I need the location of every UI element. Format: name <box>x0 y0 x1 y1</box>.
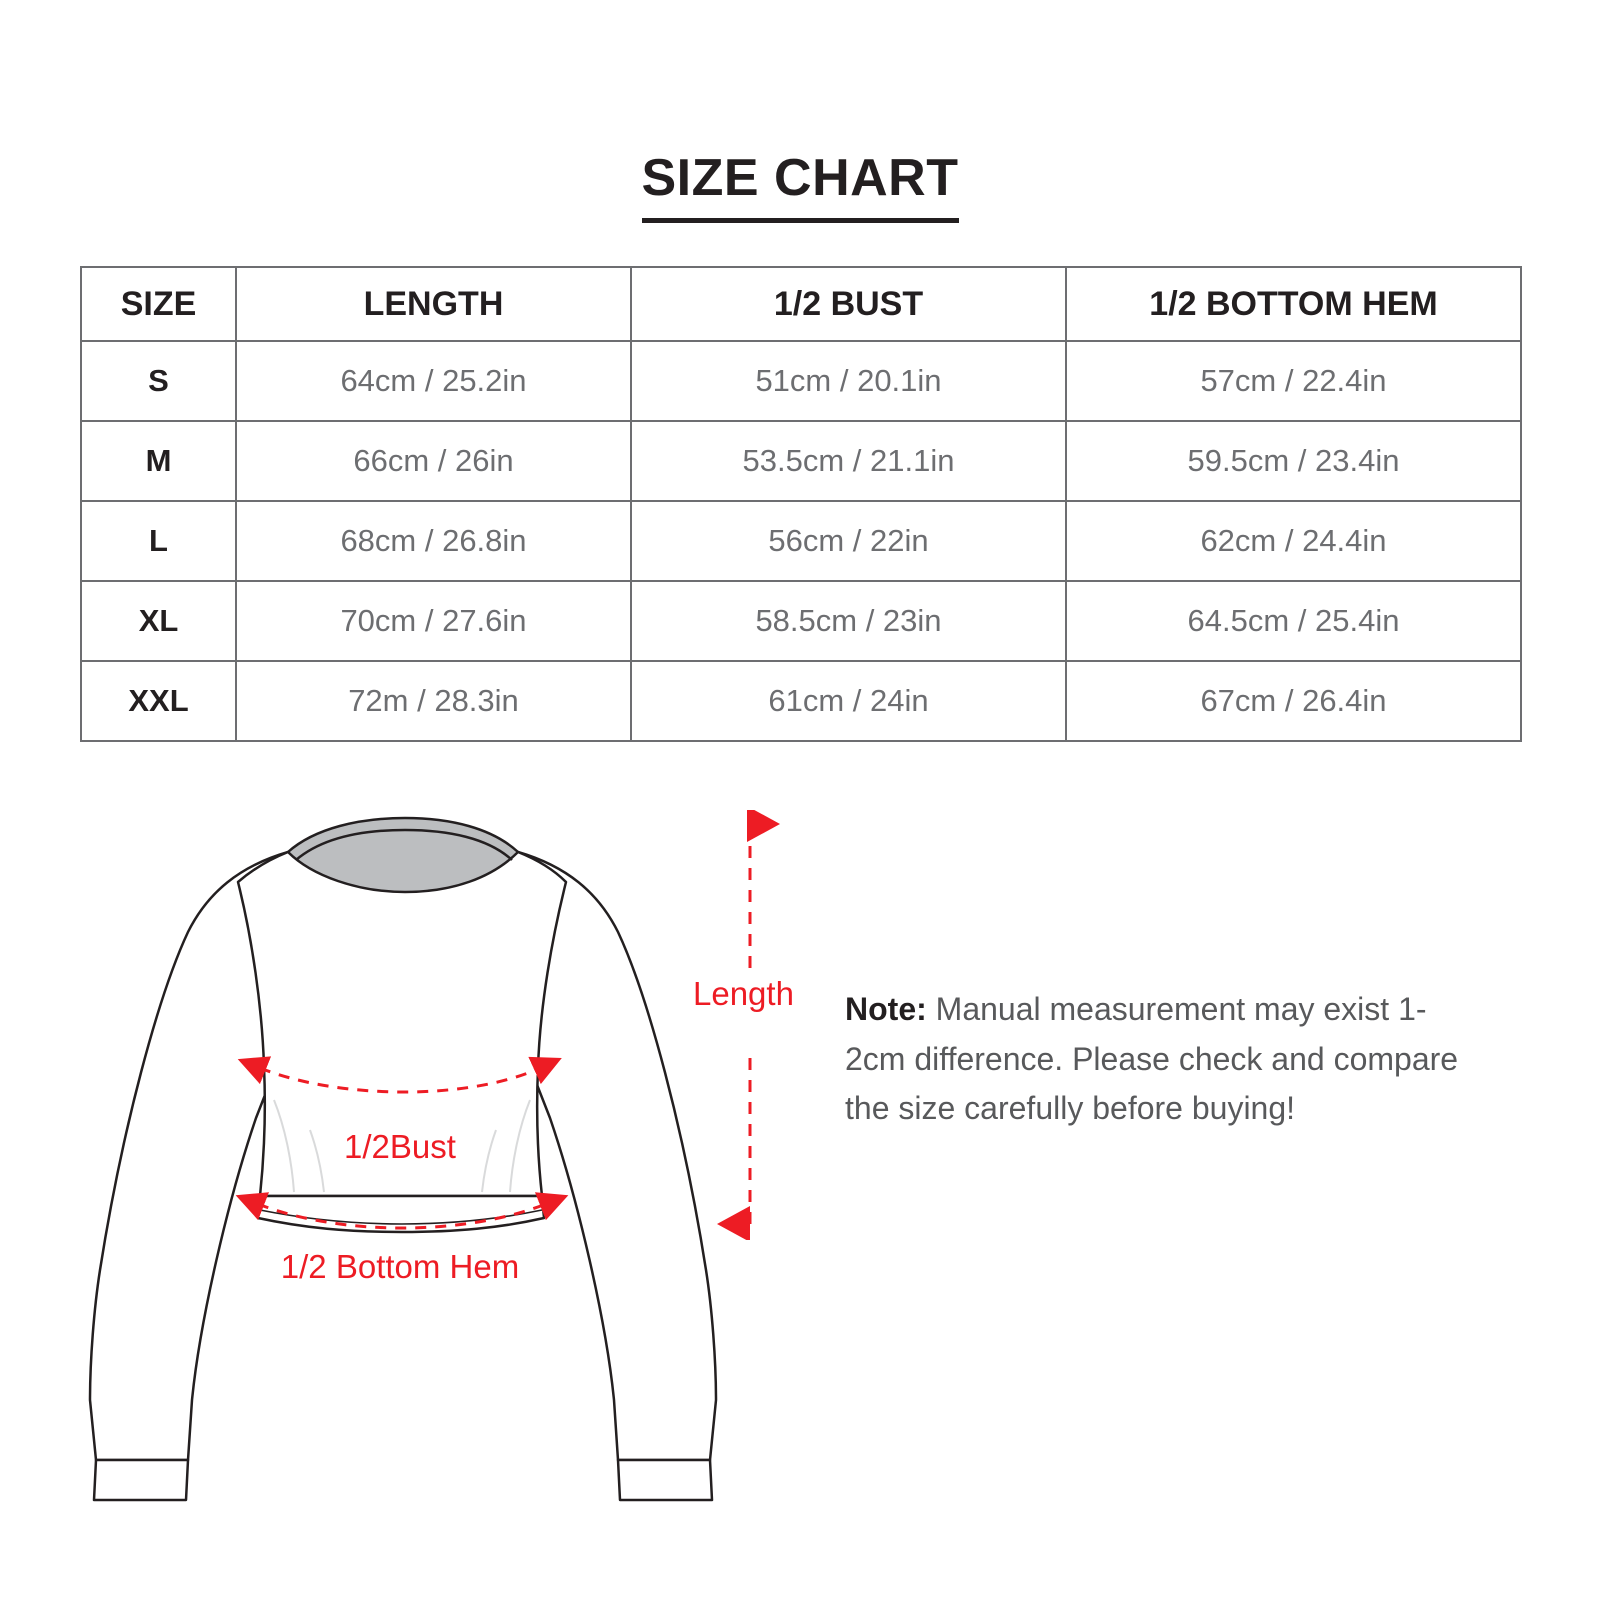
hem-label: 1/2 Bottom Hem <box>280 1248 520 1285</box>
garment-illustration <box>60 800 780 1540</box>
cell-size: M <box>81 421 236 501</box>
note-block <box>845 985 1485 1134</box>
note-text: Manual measurement may exist 1-2cm difference. Please check and compare the size carefully before buying! <box>845 991 1459 1127</box>
header-bust: 1/2 BUST <box>631 267 1066 341</box>
cell-size: XL <box>81 581 236 661</box>
cell-size: XXL <box>81 661 236 741</box>
cell-size: S <box>81 341 236 421</box>
table-body <box>81 341 1521 741</box>
size-table-wrap <box>80 266 1520 742</box>
cell-bust: 53.5cm / 21.1in <box>631 421 1066 501</box>
bust-label: 1/2Bust <box>344 1128 456 1165</box>
cell-bust: 51cm / 20.1in <box>631 341 1066 421</box>
table-row <box>81 341 1521 421</box>
cell-size: L <box>81 501 236 581</box>
cell-hem: 57cm / 22.4in <box>1066 341 1521 421</box>
header-length: LENGTH <box>236 267 631 341</box>
cell-bust: 61cm / 24in <box>631 661 1066 741</box>
cell-length: 72m / 28.3in <box>236 661 631 741</box>
cell-hem: 62cm / 24.4in <box>1066 501 1521 581</box>
header-size: SIZE <box>81 267 236 341</box>
cell-length: 66cm / 26in <box>236 421 631 501</box>
cell-length: 68cm / 26.8in <box>236 501 631 581</box>
cell-hem: 64.5cm / 25.4in <box>1066 581 1521 661</box>
length-measure-arrow <box>700 810 830 1240</box>
table-row <box>81 421 1521 501</box>
size-table <box>80 266 1522 742</box>
cell-hem: 67cm / 26.4in <box>1066 661 1521 741</box>
page-title: SIZE CHART <box>642 148 959 223</box>
cell-bust: 58.5cm / 23in <box>631 581 1066 661</box>
header-bottom-hem: 1/2 BOTTOM HEM <box>1066 267 1521 341</box>
table-row <box>81 661 1521 741</box>
page-title-wrap <box>0 148 1600 223</box>
length-label: Length <box>693 975 794 1012</box>
cell-length: 70cm / 27.6in <box>236 581 631 661</box>
table-row <box>81 581 1521 661</box>
table-row <box>81 501 1521 581</box>
table-header-row <box>81 267 1521 341</box>
cell-hem: 59.5cm / 23.4in <box>1066 421 1521 501</box>
table-header <box>81 267 1521 341</box>
note-label: Note: <box>845 991 927 1027</box>
cell-length: 64cm / 25.2in <box>236 341 631 421</box>
cell-bust: 56cm / 22in <box>631 501 1066 581</box>
